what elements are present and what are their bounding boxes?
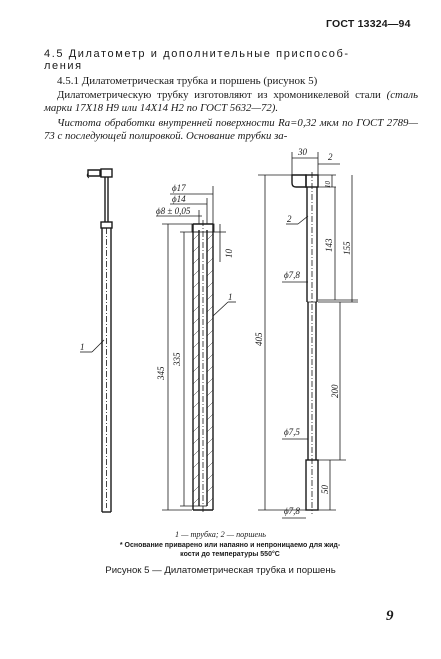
subsection-heading: 4.5.1 Дилатометрическая трубка и поршень (рисунок 5): [57, 75, 318, 87]
paragraph-material-grades: (сталь марки 17Х18 Н9 или 14Х14 Н2 по ГОСТ 5632—72).: [44, 89, 418, 114]
tube-length-dimensions: [156, 224, 234, 510]
paragraph-material-text: Дилатометрическую трубку изготовляют из хромоникелевой стали: [57, 89, 387, 101]
section-heading-line1: 4.5 Дилатометр и дополнительные приспособ-: [44, 48, 350, 60]
dim-tube-inner-length: 335: [172, 352, 182, 366]
label-one-left: 1: [80, 342, 85, 352]
dim-piston-middle-length: 200: [330, 384, 340, 398]
dim-piston-head-width: 30: [298, 147, 307, 157]
dim-piston-upper-diameter: ϕ7,8: [284, 270, 300, 280]
figure-legend: 1 — трубка; 2 — поршень: [175, 530, 266, 539]
dim-piston-lower-diameter: ϕ7,8: [284, 506, 300, 516]
figure-footnote: [80, 541, 380, 559]
piston-view: [292, 172, 318, 514]
tube-section-view: [192, 220, 214, 514]
dim-piston-lower-length: 50: [320, 485, 330, 494]
dim-piston-head-to-step: 155: [342, 241, 352, 255]
label-one-tube: 1: [228, 292, 233, 302]
figure-footnote-line1: * Основание приварено или напаяно и непроницаемо для жид-: [119, 542, 341, 549]
figure-caption: Рисунок 5 — Дилатометрическая трубка и поршень: [105, 565, 336, 576]
assembly-view: [87, 169, 112, 512]
callout-label-one-tube: [213, 292, 236, 316]
dim-tube-top-collar: 10: [224, 249, 234, 258]
dim-tube-mid-diameter: ϕ14: [172, 194, 186, 204]
figure-footnote-line2: кости до температуры 550°С: [180, 551, 280, 558]
dim-piston-head-gap: 2: [328, 152, 333, 162]
page-number: 9: [386, 608, 394, 624]
dim-piston-upper-length: 143: [324, 238, 334, 252]
dim-tube-outer-diameter: ϕ17: [172, 183, 186, 193]
dim-tube-total-length: 345: [156, 366, 166, 380]
tube-diameter-dimensions: [156, 183, 213, 224]
dim-piston-middle-diameter: ϕ7,5: [284, 427, 300, 437]
document-standard-number: ГОСТ 13324—94: [326, 18, 411, 30]
dim-tube-bore-diameter: ϕ8 ± 0,05: [156, 206, 191, 216]
paragraph-surface-finish: Чистота обработки внутренней поверхности Ra=0,32 мкм по ГОСТ 2789—73 с последующей полировкой. Основание трубки за-: [44, 117, 418, 142]
dim-piston-head-height: 10: [324, 181, 332, 188]
dim-piston-total-length: 405: [254, 332, 264, 346]
section-heading-line2: ления: [44, 60, 83, 72]
label-two: 2: [287, 214, 292, 224]
callout-label-two: [286, 214, 308, 224]
callout-label-one-left: [80, 340, 104, 352]
